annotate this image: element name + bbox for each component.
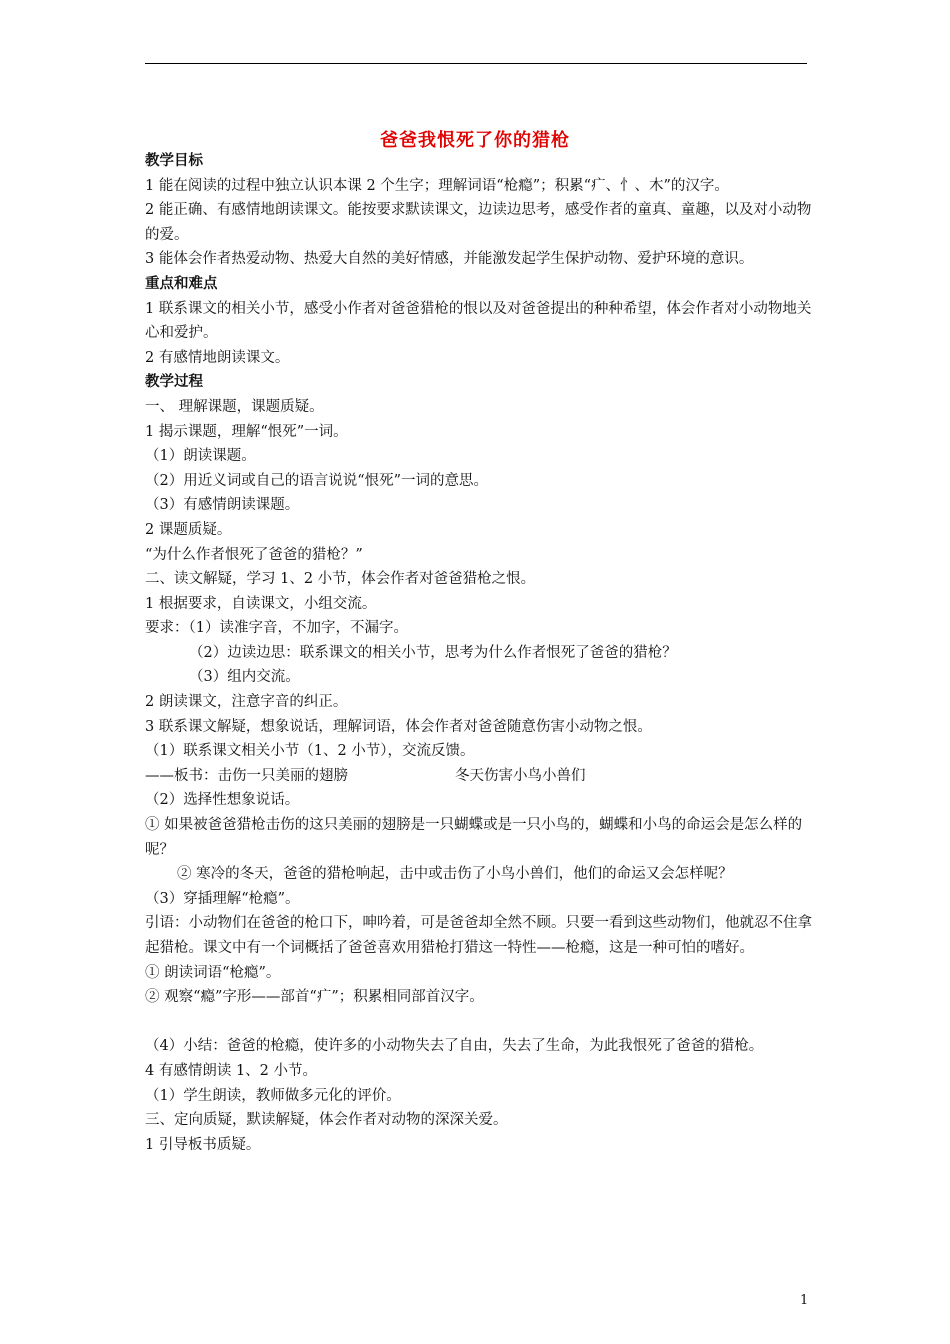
paragraph-process-10: 要求：（1）读准字音，不加字，不漏字。 xyxy=(145,620,408,637)
paragraph-process-14: 3 联系课文解疑，想象说话，理解词语，体会作者对爸爸随意伤害小动物之恨。 xyxy=(145,718,652,735)
paragraph-process-21: 引语：小动物们在爸爸的枪口下，呻吟着，可是爸爸却全然不顾。只要一看到这些动物们，他就忍不住拿起猎枪。课文中有一个词概括了爸爸喜欢用猎枪打猎这一特性——枪瘾，这是一种可怕的嗜好。 xyxy=(145,915,812,956)
blank-line xyxy=(145,1010,817,1035)
board-writing-right: 冬天伤害小鸟小兽们 xyxy=(455,767,586,784)
paragraph-process-12: （3）组内交流。 xyxy=(189,669,300,686)
paragraph-process-7: “为什么作者恨死了爸爸的猎枪？” xyxy=(145,546,363,563)
paragraph-process-1: 一、 理解课题，课题质疑。 xyxy=(145,398,324,415)
header-rule xyxy=(145,63,807,64)
paragraph-goal-1: 1 能在阅读的过程中独立认识本课 2 个生字；理解词语“枪瘾”；积累“疒、忄、木”的汉字。 xyxy=(145,177,729,194)
paragraph-process-4: （2）用近义词或自己的语言说说“恨死”一词的意思。 xyxy=(145,472,489,489)
paragraph-process-3: （1）朗读课题。 xyxy=(145,448,256,465)
paragraph-process-23: ② 观察“瘾”字形——部首“疒”；积累相同部首汉字。 xyxy=(145,989,484,1006)
paragraph-process-24: （4）小结：爸爸的枪瘾，使许多的小动物失去了自由，失去了生命，为此我恨死了爸爸的猎枪。 xyxy=(145,1038,764,1055)
paragraph-process-2: 1 揭示课题，理解“恨死”一词。 xyxy=(145,423,348,440)
section-heading-process: 教学过程 xyxy=(145,373,203,391)
paragraph-key-2: 2 有感情地朗读课文。 xyxy=(145,349,290,366)
paragraph-process-22: ① 朗读词语“枪瘾”。 xyxy=(145,964,281,981)
paragraph-process-17: （2）选择性想象说话。 xyxy=(145,792,300,809)
paragraph-process-18: ① 如果被爸爸猎枪击伤的这只美丽的翅膀是一只蝴蝶或是一只小鸟的，蝴蝶和小鸟的命运会是怎么样的呢？ xyxy=(145,817,803,858)
paragraph-process-28: 1 引导板书质疑。 xyxy=(145,1136,261,1153)
paragraph-process-27: 三、定向质疑，默读解疑，体会作者对动物的深深关爱。 xyxy=(145,1112,508,1129)
paragraph-process-26: （1）学生朗读，教师做多元化的评价。 xyxy=(145,1087,401,1104)
paragraph-process-15: （1）联系课文相关小节（1、2 小节），交流反馈。 xyxy=(145,743,475,760)
board-writing-line xyxy=(145,764,817,789)
paragraph-key-1: 1 联系课文的相关小节，感受小作者对爸爸猎枪的恨以及对爸爸提出的种种希望，体会作者对小动物地关心和爱护。 xyxy=(145,300,812,342)
paragraph-process-25: 4 有感情朗读 1、2 小节。 xyxy=(145,1062,318,1079)
paragraph-process-5: （3）有感情朗读课题。 xyxy=(145,497,300,514)
page-number: 1 xyxy=(800,1293,809,1308)
paragraph-process-13: 2 朗读课文，注意字音的纠正。 xyxy=(145,694,348,711)
paragraph-process-6: 2 课题质疑。 xyxy=(145,521,232,538)
section-heading-goals: 教学目标 xyxy=(145,152,203,169)
section-heading-key-points: 重点和难点 xyxy=(145,274,218,292)
paragraph-process-8: 二、读文解疑，学习 1、2 小节，体会作者对爸爸猎枪之恨。 xyxy=(145,571,536,588)
paragraph-process-19: ② 寒冷的冬天，爸爸的猎枪响起，击中或击伤了小鸟小兽们，他们的命运又会怎样呢？ xyxy=(177,866,733,883)
document-body xyxy=(145,149,817,1157)
paragraph-process-20: （3）穿插理解“枪瘾”。 xyxy=(145,890,300,907)
paragraph-process-9: 1 根据要求，自读课文，小组交流。 xyxy=(145,595,377,612)
paragraph-goal-2: 2 能正确、有感情地朗读课文。能按要求默读课文，边读边思考，感受作者的童真、童趣，以及对小动物的爱。 xyxy=(145,202,812,243)
board-writing-left: ——板书：击伤一只美丽的翅膀 xyxy=(145,767,348,784)
document-title: 爸爸我恨死了你的猎枪 xyxy=(380,130,570,151)
paragraph-goal-3: 3 能体会作者热爱动物、热爱大自然的美好情感，并能激发起学生保护动物、爱护环境的意识。 xyxy=(145,251,754,268)
paragraph-process-11: （2）边读边思：联系课文的相关小节，思考为什么作者恨死了爸爸的猎枪？ xyxy=(189,644,677,661)
